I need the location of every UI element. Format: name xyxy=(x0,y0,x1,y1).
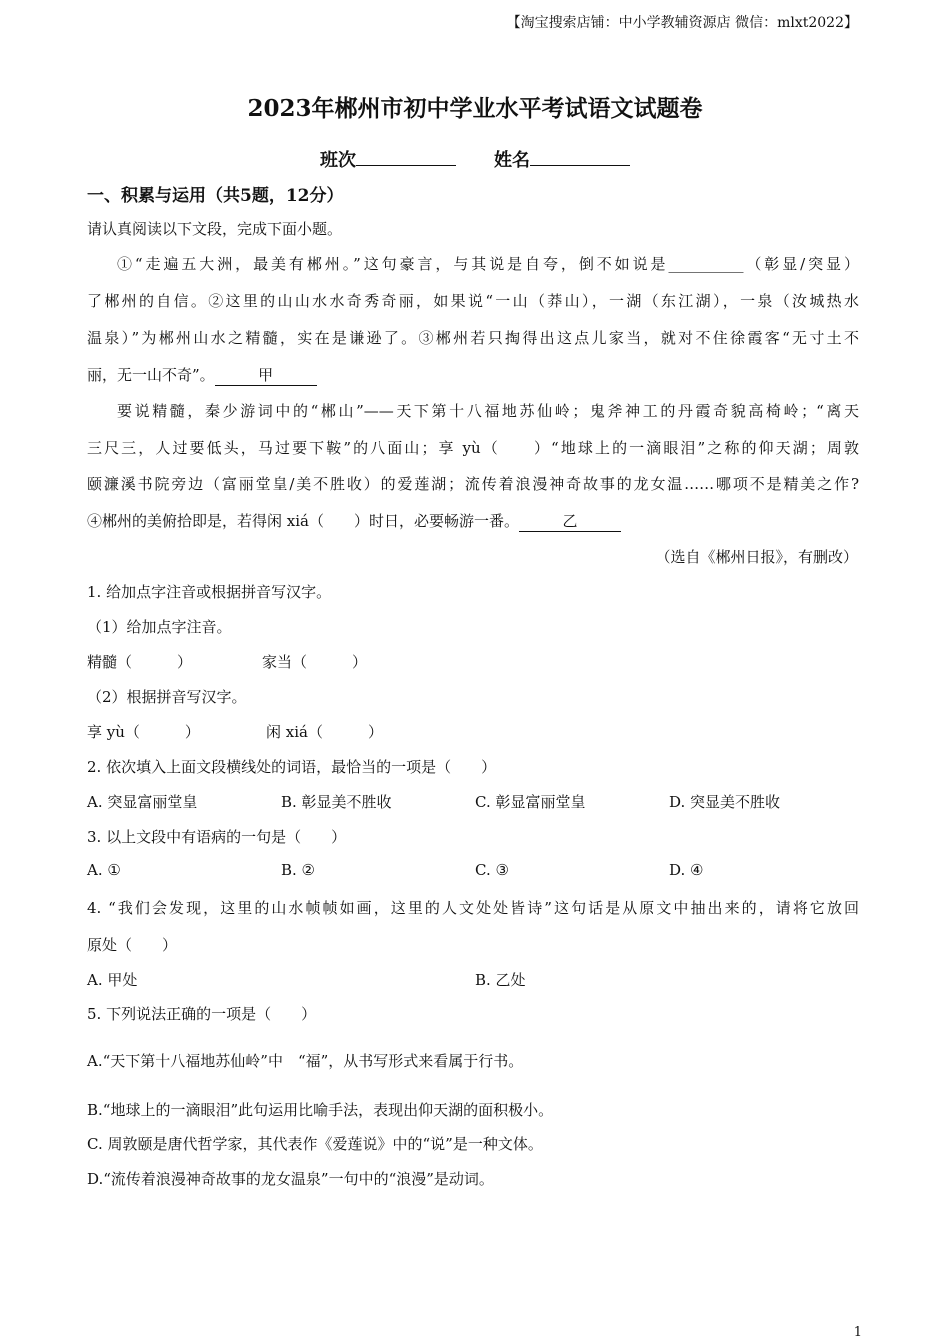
option-a: A. 甲处 xyxy=(87,971,138,989)
option-d: D. ④ xyxy=(669,861,704,879)
question-4-stem-cont: 原处（ ） xyxy=(87,936,178,954)
passage-line: 颐濂溪书院旁边（富丽堂皇/美不胜收）的爱莲湖；流传着浪漫神奇故事的龙女温……哪项不是精美之作? xyxy=(87,475,859,493)
answer-blank: 享 yù（ ） xyxy=(87,723,200,741)
option-a: A.“天下第十八福地苏仙岭”中 “福”，从书写形式来看属于行书。 xyxy=(87,1052,524,1070)
passage-line: 要说精髓，秦少游词中的“郴山”——天下第十八福地苏仙岭；鬼斧神工的丹霞奇貌高椅岭；“离天 xyxy=(117,402,859,420)
source-citation: （选自《郴州日报》，有删改） xyxy=(655,548,858,566)
passage-line: 温泉）”为郴州山水之精髓，实在是谦逊了。③郴州若只掏得出这点儿家当，就对不住徐霞客“无寸土不 xyxy=(87,329,859,347)
answer-blank: 精髓（ ） xyxy=(87,653,193,671)
class-label: 班次 xyxy=(320,150,356,171)
option-b: B. 乙处 xyxy=(475,971,526,989)
question-1-stem: 1. 给加点字注音或根据拼音写汉字。 xyxy=(87,583,332,601)
option-d: D.“流传着浪漫神奇故事的龙女温泉”一句中的“浪漫”是动词。 xyxy=(87,1170,494,1188)
option-a: A. ① xyxy=(87,861,121,879)
question-5-stem: 5. 下列说法正确的一项是（ ） xyxy=(87,1005,317,1023)
option-a: A. 突显富丽堂皇 xyxy=(87,793,198,811)
page-title: 2023年郴州市初中学业水平考试语文试题卷 xyxy=(247,95,703,122)
option-b: B. 彰显美不胜收 xyxy=(281,793,392,811)
option-b: B. ② xyxy=(281,861,316,879)
passage-line: ①“走遍五大洲，最美有郴州。”这句豪言，与其说是自夸，倒不如说是__________（彰显/突显） xyxy=(117,255,859,273)
option-c: C. ③ xyxy=(475,861,509,879)
name-blank xyxy=(530,149,630,166)
question-2-stem: 2. 依次填入上面文段横线处的词语，最恰当的一项是（ ） xyxy=(87,758,497,776)
student-fields xyxy=(0,146,950,172)
class-blank xyxy=(356,149,456,166)
answer-blank: 闲 xiá（ ） xyxy=(266,723,383,741)
passage-line: 三尺三，人过要低头，马过要下鞍”的八面山；享 yù（ ）“地球上的一滴眼泪”之称的仰天湖；周敦 xyxy=(87,439,859,457)
name-label: 姓名 xyxy=(494,150,530,171)
mark-yi: 乙 xyxy=(519,510,621,532)
question-1-sub2: （2）根据拼音写汉字。 xyxy=(87,688,247,706)
page-number: 1 xyxy=(853,1325,862,1340)
passage-line: 丽，无一山不奇”。 甲 xyxy=(87,364,317,386)
passage-line: ④郴州的美俯拾即是，若得闲 xiá（ ）时日，必要畅游一番。 乙 xyxy=(87,510,621,532)
option-b: B.“地球上的一滴眼泪”此句运用比喻手法，表现出仰天湖的面积极小。 xyxy=(87,1101,554,1119)
header-note: 【淘宝搜索店铺：中小学教辅资源店 微信：mlxt2022】 xyxy=(506,15,858,31)
answer-blank: 家当（ ） xyxy=(262,653,368,671)
option-c: C. 彰显富丽堂皇 xyxy=(475,793,586,811)
option-c: C. 周敦颐是唐代哲学家，其代表作《爱莲说》中的“说”是一种文体。 xyxy=(87,1135,543,1153)
option-d: D. 突显美不胜收 xyxy=(669,793,781,811)
passage-line: 了郴州的自信。②这里的山山水水奇秀奇丽，如果说“一山（莽山），一湖（东江湖），一泉（汝城热水 xyxy=(87,292,859,310)
question-1-sub1: （1）给加点字注音。 xyxy=(87,618,232,636)
question-3-stem: 3. 以上文段中有语病的一句是（ ） xyxy=(87,828,347,846)
intro-text: 请认真阅读以下文段，完成下面小题。 xyxy=(87,220,343,238)
section-heading: 一、积累与运用（共5题，12分） xyxy=(87,186,344,206)
question-4-stem: 4. “我们会发现，这里的山水帧帧如画，这里的人文处处皆诗”这句话是从原文中抽出来的，请将它放回 xyxy=(87,899,859,917)
mark-jia: 甲 xyxy=(215,364,317,386)
